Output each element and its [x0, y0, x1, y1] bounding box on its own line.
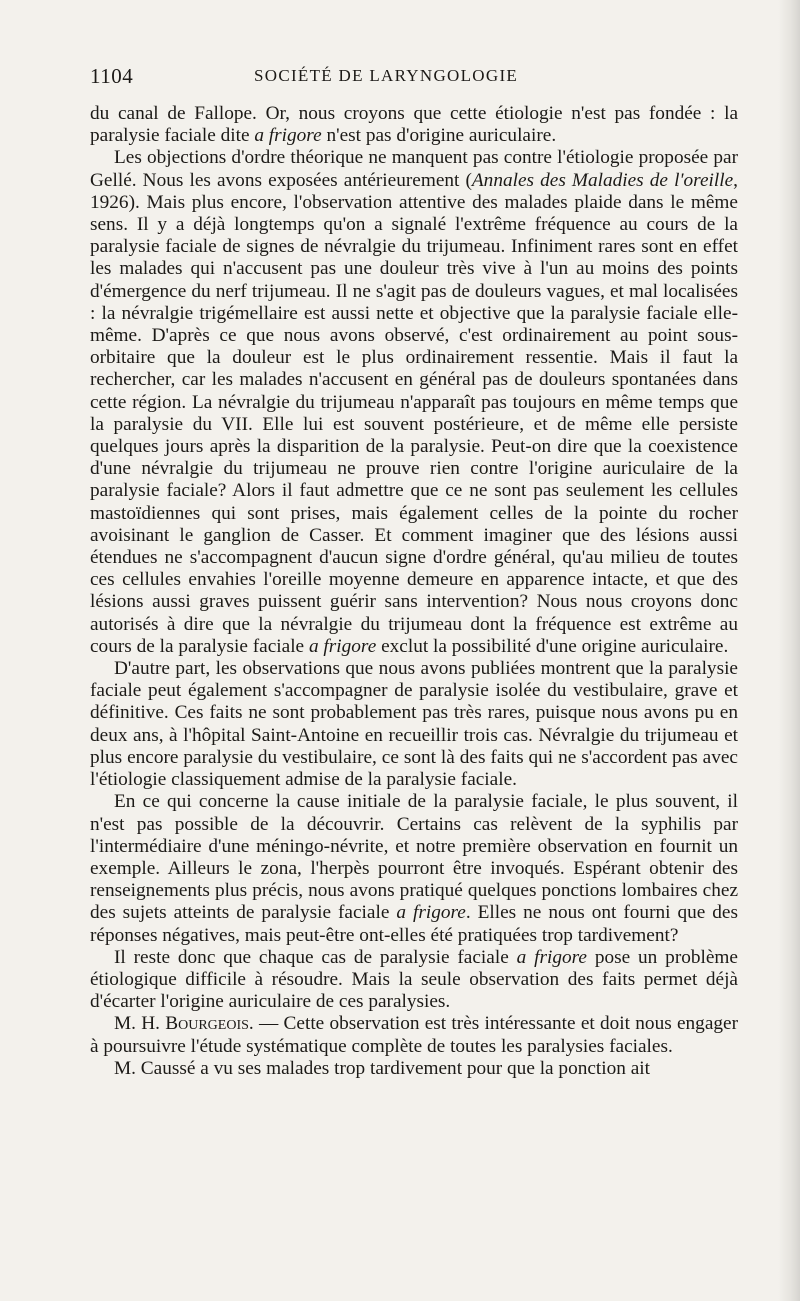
paragraph-2	[90, 147, 738, 658]
page-edge-shadow	[778, 0, 800, 1301]
paragraph-5-text: Il reste donc que chaque cas de paralysie faciale	[114, 946, 517, 968]
italic-term: a frigore	[396, 902, 466, 924]
paragraph-3	[90, 658, 738, 791]
paragraph-2-tail: exclut la possibilité d'une origine auriculaire.	[376, 635, 729, 657]
paragraph-1-tail: n'est pas d'origine auriculaire.	[321, 125, 557, 147]
page-header	[90, 64, 738, 92]
italic-term: a frigore	[254, 125, 322, 147]
body-text	[90, 103, 738, 1080]
paragraph-1-text: du canal de Fallope. Or, nous croyons que cette étiologie n'est pas fondée : la paralysie faciale dite	[90, 103, 738, 147]
italic-term: a frigore	[516, 946, 587, 968]
paragraph-1	[90, 103, 738, 147]
running-title: SOCIÉTÉ DE LARYNGOLOGIE	[254, 66, 519, 85]
italic-term: a frigore	[308, 635, 377, 657]
speaker-name: Bourgeois	[165, 1013, 249, 1035]
paragraph-7	[90, 1058, 738, 1080]
paragraph-2-text: Les objections d'ordre théorique ne manquent pas contre l'étiologie proposée par Gellé. Nous les avons exposées antérieurement (	[90, 147, 738, 191]
journal-title: Annales des Maladies de l'oreille	[471, 169, 734, 191]
paragraph-4-tail: . Elles ne nous ont fourni que des réponses négatives, mais peut-être ont-elles été pratiquées trop tardivement?	[90, 902, 738, 946]
paragraph-3-text: D'autre part, les observations que nous avons publiées montrent que la paralysie faciale peut également s'accompagner de paralysie isolée du vestibulaire, grave et définitive. Ces faits ne sont probablement pas très rares, puisque nous avons pu en deux ans, à l'hôpital Saint-Antoine en recueillir trois cas. Névralgie du trijumeau et plus encore paralysie du vestibulaire, ce sont là des faits qui ne s'accordent pas avec l'étiologie classiquement admise de la paralysie faciale.	[90, 658, 738, 791]
paragraph-6	[90, 1013, 738, 1057]
paragraph-5	[90, 947, 738, 1014]
paragraph-2-mid: , 1926). Mais plus encore, l'observation attentive des malades plaide dans le même sens. Il y a déjà longtemps qu'on a signalé l'extrême fréquence au cours de la paralysie faciale de signes de névralgie du trijumeau. Infiniment rares sont en effet les malades qui n'accusent pas une douleur très vive à l'un au moins des points d'émergence du nerf trijumeau. Il ne s'agit pas de douleurs vagues, et mal localisées : la névralgie trigémellaire est aussi nette et objective que la paralysie faciale elle-même. D'après ce que nous avons observé, c'est ordinairement au point sous-orbitaire que la douleur est le plus ordinairement ressentie. Mais il faut la rechercher, car les malades n'accusent en général pas de douleurs spontanées dans cette région. La névralgie du trijumeau n'apparaît pas toujours en même temps que la paralysie du VII. Elle lui est souvent postérieure, et de même elle persiste quelques jours après la disparition de la paralysie. Peut-on dire que la coexistence d'une névralgie du trijumeau ne prouve rien contre l'origine auriculaire de la paralysie faciale? Alors il faut admettre que ce ne sont pas seulement les cellules mastoïdiennes qui sont prises, mais également celles de la pointe du rocher avoisinant le ganglion de Casser. Et comment imaginer que des lésions aussi étendues ne s'accompagnent d'aucun signe d'ordre général, qu'au milieu de toutes ces cellules envahies l'oreille moyenne demeure en apparence intacte, et que des lésions aussi graves puissent guérir sans intervention? Nous nous croyons donc autorisés à dire que la névralgie du trijumeau dont la fréquence est extrême au cours de la paralysie faciale	[90, 169, 738, 657]
paragraph-5-tail: pose un problème étiologique difficile à résoudre. Mais la seule observation des faits permet déjà d'écarter l'origine auriculaire de ces paralysies.	[90, 946, 738, 1013]
paragraph-6-text: . — Cette observation est très intéressante et doit nous engager à poursuivre l'étude systématique complète de toutes les paralysies faciales.	[90, 1013, 738, 1057]
paragraph-4	[90, 791, 738, 946]
paragraph-7-text: M. Caussé a vu ses malades trop tardivement pour que la ponction ait	[114, 1057, 650, 1079]
paragraph-4-text: En ce qui concerne la cause initiale de la paralysie faciale, le plus souvent, il n'est pas possible de la découvrir. Certains cas relèvent de la syphilis par l'intermédiaire d'une méningo-névrite, et notre première observation en fournit un exemple. Ailleurs le zona, l'herpès pourront être invoqués. Espérant obtenir des renseignements plus précis, nous avons pratiqué quelques ponctions lombaires chez des sujets atteints de paralysie faciale	[90, 791, 738, 924]
page-number: 1104	[90, 64, 134, 88]
speaker-prefix: M. H.	[114, 1013, 166, 1035]
